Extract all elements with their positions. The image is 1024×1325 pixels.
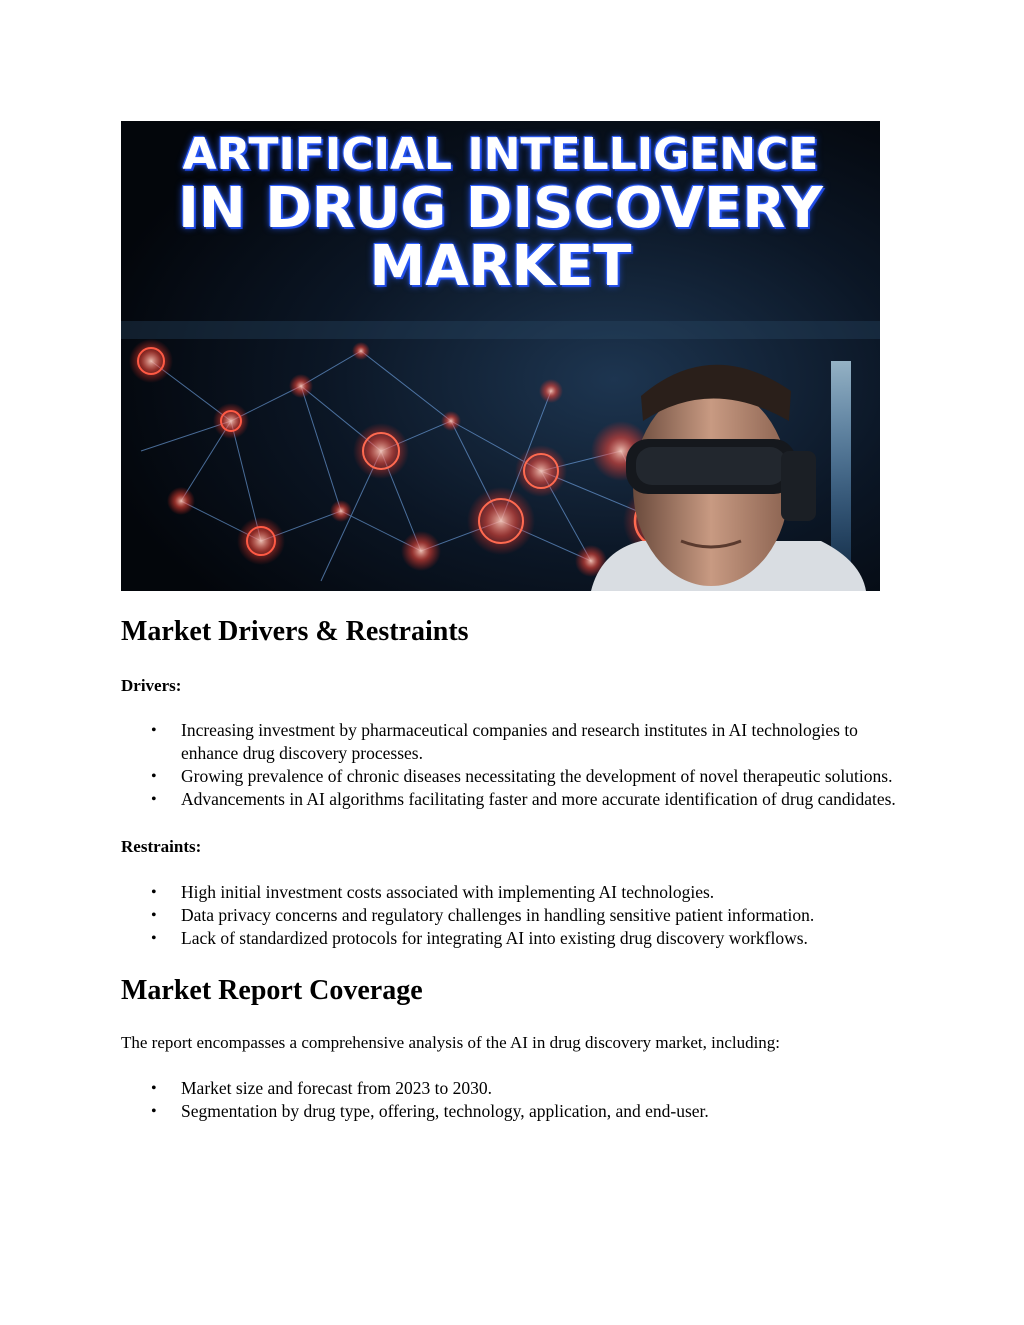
restraints-label: Restraints: <box>121 837 202 856</box>
drivers-label: Drivers: <box>121 676 182 695</box>
list-item: • Segmentation by drug type, offering, technology, application, and end-user. <box>181 1100 911 1123</box>
list-item: • Market size and forecast from 2023 to 2030. <box>181 1077 911 1100</box>
list-item: • Growing prevalence of chronic diseases necessitating the development of novel therapeutic solutions. <box>181 765 911 788</box>
coverage-list <box>121 1077 911 1123</box>
hero-title-line-3: MARKET <box>369 234 632 299</box>
restraints-list <box>121 881 911 950</box>
list-item: • Lack of standardized protocols for integrating AI into existing drug discovery workflows. <box>181 927 911 950</box>
hero-title-line-2: IN DRUG DISCOVERY <box>178 176 823 241</box>
drivers-restraints-heading: Market Drivers & Restraints <box>121 616 469 647</box>
list-item: • High initial investment costs associated with implementing AI technologies. <box>181 881 911 904</box>
hero-title <box>121 127 880 299</box>
coverage-intro: The report encompasses a comprehensive analysis of the AI in drug discovery market, including: <box>121 1033 781 1052</box>
document-body <box>121 612 911 1123</box>
hero-title-line-1: ARTIFICIAL INTELLIGENCE <box>182 129 819 180</box>
drivers-list <box>121 719 911 811</box>
list-item: • Data privacy concerns and regulatory challenges in handling sensitive patient information. <box>181 904 911 927</box>
list-item: • Increasing investment by pharmaceutical companies and research institutes in AI technologies to enhance drug discovery processes. <box>181 719 911 765</box>
list-item: • Advancements in AI algorithms facilitating faster and more accurate identification of drug candidates. <box>181 788 911 811</box>
report-coverage-heading: Market Report Coverage <box>121 975 423 1006</box>
hero-banner-image <box>121 121 880 591</box>
